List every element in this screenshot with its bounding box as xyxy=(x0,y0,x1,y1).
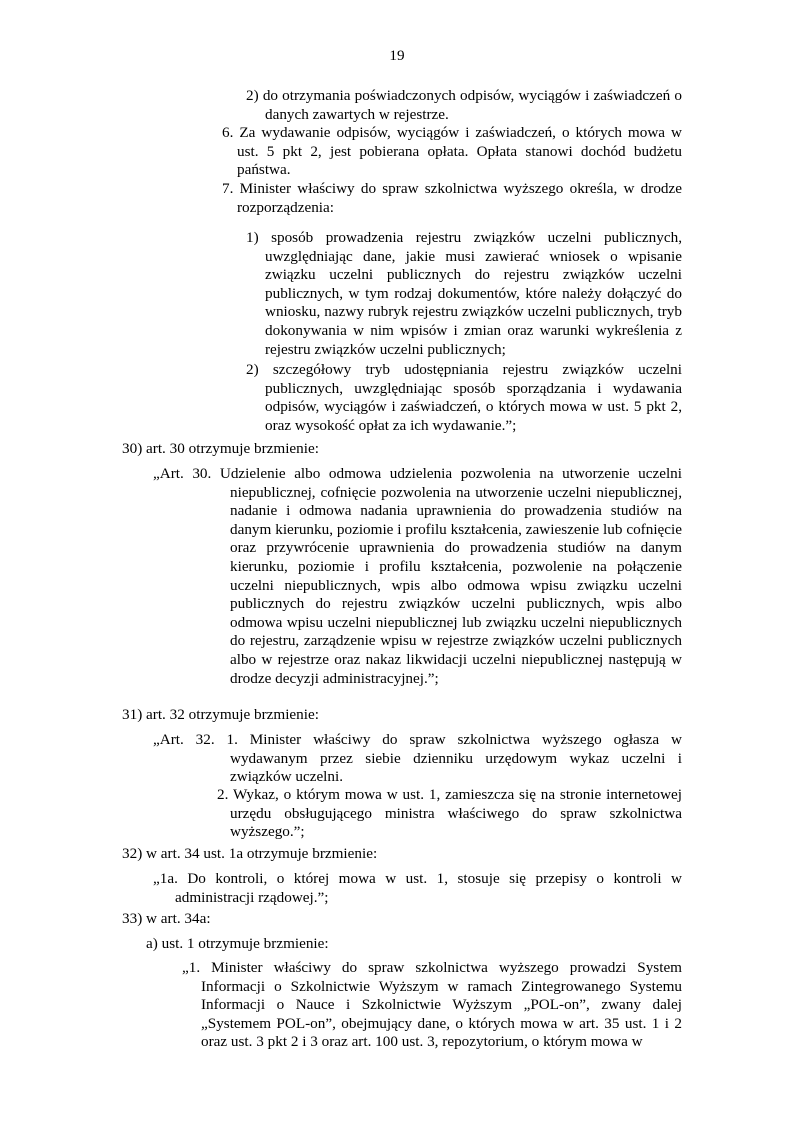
article-34-ust-1a: „1a. Do kontroli, o której mowa w ust. 1, stosuje się przepisy o kontroli w administracji rządowej.”; xyxy=(153,870,682,906)
paragraph-ust-7: 7. Minister właściwy do spraw szkolnictwa wyższego określa, w drodze rozporządzenia: xyxy=(222,180,682,216)
paragraph-5-2: 2) do otrzymania poświadczonych odpisów, wyciągów i zaświadczeń o danych zawartych w rejestrze. xyxy=(246,87,682,123)
point-32-heading: 32) w art. 34 ust. 1a otrzymuje brzmienie: xyxy=(122,845,378,862)
point-30-heading: 30) art. 30 otrzymuje brzmienie: xyxy=(122,440,319,457)
paragraph-7-2: 2) szczegółowy tryb udostępniania rejestru związków uczelni publicznych, uwzględniając sposób sporządzania i wydawania odpisów, wyciągów i zaświadczeń, o których mowa w ust. 5 pkt 2, oraz wysokość opłat za ich wydawanie.”; xyxy=(246,361,682,434)
paragraph-7-1: 1) sposób prowadzenia rejestru związków uczelni publicznych, uwzględniając dane, jakie musi zawierać wniosek o wpisanie związku uczelni publicznych do rejestru związków uczelni publicznych, w tym rodzaj dokumentów, które należy dołączyć do wniosku, nazwy rubryk rejestru związków uczelni publicznych, tryb dokonywania w nim wpisów i zmian oraz warunki wykreślenia z rejestru związków uczelni publicznych; xyxy=(246,229,682,358)
point-33-heading: 33) w art. 34a: xyxy=(122,910,211,927)
article-34a-ust-1: „1. Minister właściwy do spraw szkolnictwa wyższego prowadzi System Informacji o Szkolnictwie Wyższym w ramach Zintegrowanego Systemu Informacji o Nauce i Szkolnictwie Wyższym „POL-on”, zwany dalej „Systemem POL-on”, obejmujący dane, o których mowa w art. 35 ust. 1 i 2 oraz ust. 3 pkt 2 i 3 oraz art. 100 ust. 3, repozytorium, o którym mowa w xyxy=(182,959,682,1051)
point-33-a-heading: a) ust. 1 otrzymuje brzmienie: xyxy=(146,935,329,952)
article-32-ust-1: „Art. 32. 1. Minister właściwy do spraw szkolnictwa wyższego ogłasza w wydawanym przez siebie dzienniku urzędowym wykaz uczelni i związków uczelni. xyxy=(153,731,682,786)
article-32-ust-2: 2. Wykaz, o którym mowa w ust. 1, zamieszcza się na stronie internetowej urzędu obsługującego ministra właściwego do spraw szkolnictwa wyższego.”; xyxy=(217,786,682,841)
point-31-heading: 31) art. 32 otrzymuje brzmienie: xyxy=(122,706,319,723)
article-30-text: „Art. 30. Udzielenie albo odmowa udzielenia pozwolenia na utworzenie uczelni niepublicznej, cofnięcie pozwolenia na utworzenie uczelni niepublicznej, nadanie i odmowa nadania uprawnienia do prowadzenia studiów na danym kierunku, poziomie i profilu kształcenia, zawieszenie lub cofnięcie oraz przywrócenie uprawnienia do prowadzenia studiów na danym kierunku, poziomie i profilu kształcenia, pozwolenie na połączenie uczelni niepublicznych, wpis albo odmowa wpisu związku uczelni publicznych do rejestru związków uczelni publicznych, wpis albo odmowa wpisu uczelni niepublicznej lub związku uczelni niepublicznych do rejestru, zarządzenie wpisu w rejestrze związków uczelni publicznych albo w rejestrze oraz nakaz likwidacji uczelni niepublicznej następują w drodze decyzji administracyjnej.”; xyxy=(153,465,682,687)
paragraph-ust-6: 6. Za wydawanie odpisów, wyciągów i zaświadczeń, o których mowa w ust. 5 pkt 2, jest pobierana opłata. Opłata stanowi dochód budżetu państwa. xyxy=(222,124,682,179)
page-number: 19 xyxy=(389,47,405,64)
